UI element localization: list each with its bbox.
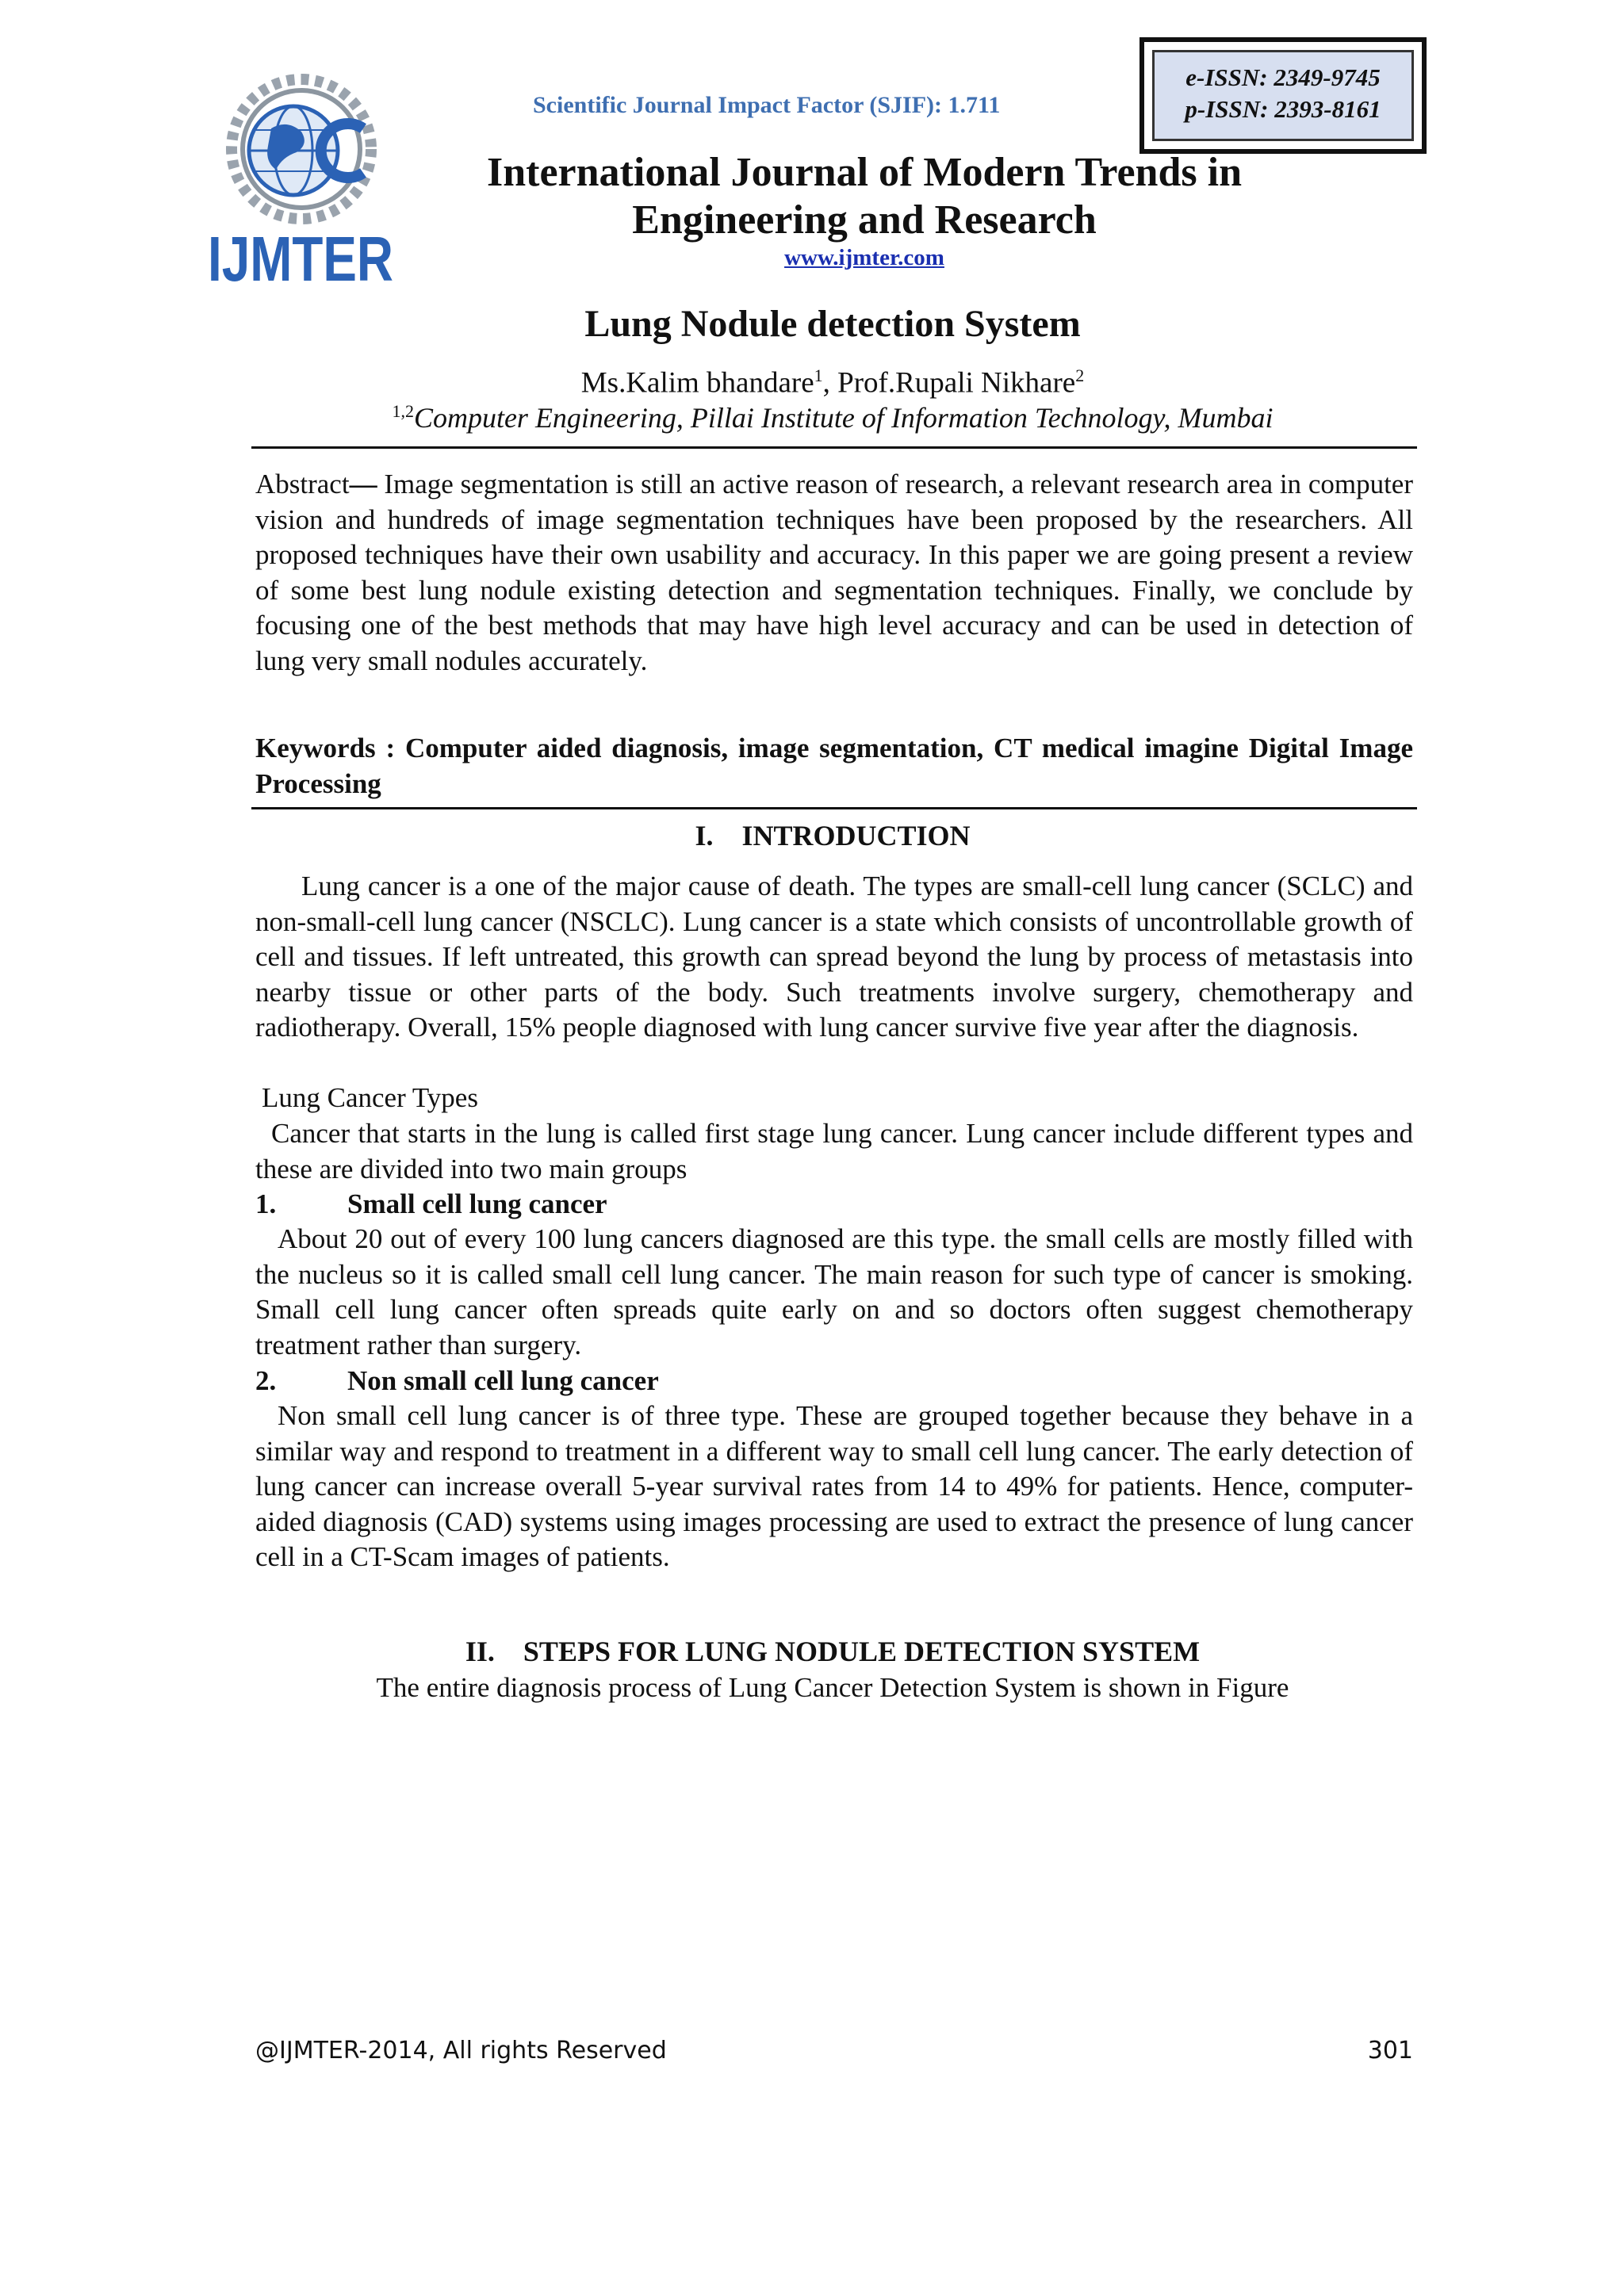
author-separator: , xyxy=(822,366,838,400)
author-1: Ms.Kalim bhandare xyxy=(580,366,814,400)
affiliation-sup: 1,2 xyxy=(392,401,414,421)
journal-title: International Journal of Modern Trends in Engineering and Research xyxy=(487,150,1242,243)
affiliation-text: Computer Engineering, Pillai Institute of Information Technology, Mumbai xyxy=(413,402,1274,434)
non-small-cell-paragraph: Non small cell lung cancer is of three type. These are grouped together because they behave in a similar way and respond to treatment in a different way to small cell lung cancer. The early detection of lung cancer can increase overall 5-year survival rates from 14 to 49% for patients. Hence, computer-aided diagnosis (CAD) systems using images processing are used to extract the presence of lung cancer cell in a CT-Scam images of patients. xyxy=(255,1400,1413,1572)
issn-box xyxy=(1139,37,1427,154)
journal-logo xyxy=(208,73,395,294)
p-issn: p-ISSN: 2393-8161 xyxy=(1185,95,1381,123)
globe-gear-icon xyxy=(232,79,371,219)
e-issn: e-ISSN: 2349-9745 xyxy=(1185,63,1381,91)
keywords-divider xyxy=(251,807,1417,809)
section-2-heading: II. STEPS FOR LUNG NODULE DETECTION SYSTEM xyxy=(465,1636,1201,1667)
abstract-label: Abstract xyxy=(255,469,350,499)
small-cell-paragraph: About 20 out of every 100 lung cancers diagnosed are this type. the small cells are mostly filled with the nucleus so it is called small cell lung cancer. The main reason for such type of cancer is smoking. Small cell lung cancer often spreads quite early on and so doctors often suggest chemotherapy treatment rather than surgery. xyxy=(255,1223,1413,1360)
intro-paragraph: Lung cancer is a one of the major cause of death. The types are small-cell lung cancer (SCLC) and non-small-cell lung cancer (NSCLC). Lung cancer is a state which consists of uncontrollable growth of cell and tissues. If left untreated, this growth can spread beyond the lung by process of metastasis into nearby tissue or other parts of the body. Such treatments involve surgery, chemotherapy and radiotherapy. Overall, 15% people diagnosed with lung cancer survive five year after the diagnosis. xyxy=(255,871,1413,1043)
author-2-sup: 2 xyxy=(1075,365,1085,385)
subsection-1-title: Small cell lung cancer xyxy=(347,1188,607,1219)
affiliation xyxy=(238,401,1427,434)
paper-title: Lung Nodule detection System xyxy=(584,303,1081,345)
author-2: Prof.Rupali Nikhare xyxy=(837,366,1076,400)
author-1-sup: 1 xyxy=(814,365,823,385)
abstract-dash: — xyxy=(349,469,377,499)
subsection-2-heading xyxy=(255,1364,659,1399)
abstract-text: Image segmentation is still an active reason of research, a relevant research area in computer vision and hundreds of image segmentation techniques have been proposed by the researchers. All proposed techniques have their own usability and accuracy. In this paper we are going present a review of some best lung nodule existing detection and segmentation techniques. Finally, we conclude by focusing one of the best methods that may have high level accuracy and can be used in detection of lung very small nodules accurately. xyxy=(255,469,1413,676)
types-paragraph: Cancer that starts in the lung is called first stage lung cancer. Lung cancer include different types and these are divided into two main groups xyxy=(255,1118,1413,1184)
subsection-2-number: 2. xyxy=(255,1365,277,1396)
logo-text: IJMTER xyxy=(208,224,393,294)
lung-cancer-types-label: Lung Cancer Types xyxy=(262,1082,478,1113)
section-1-heading: I. INTRODUCTION xyxy=(695,820,971,851)
title-divider xyxy=(251,446,1417,449)
keywords: Keywords : Computer aided diagnosis, image segmentation, CT medical imagine Digital Image Processing xyxy=(255,733,1413,799)
author-line xyxy=(238,365,1427,400)
subsection-2-title: Non small cell lung cancer xyxy=(347,1365,659,1396)
abstract xyxy=(255,467,1413,679)
sjif-label: Scientific Journal Impact Factor (SJIF): 1.711 xyxy=(533,92,1001,118)
journal-url-link[interactable]: www.ijmter.com xyxy=(784,245,944,270)
section-2-text: The entire diagnosis process of Lung Cancer Detection System is shown in Figure xyxy=(376,1672,1289,1703)
footer-copyright: @IJMTER-2014, All rights Reserved xyxy=(255,2037,667,2064)
subsection-1-heading xyxy=(255,1187,607,1223)
subsection-1-number: 1. xyxy=(255,1188,277,1219)
page-number: 301 xyxy=(1367,2037,1413,2064)
